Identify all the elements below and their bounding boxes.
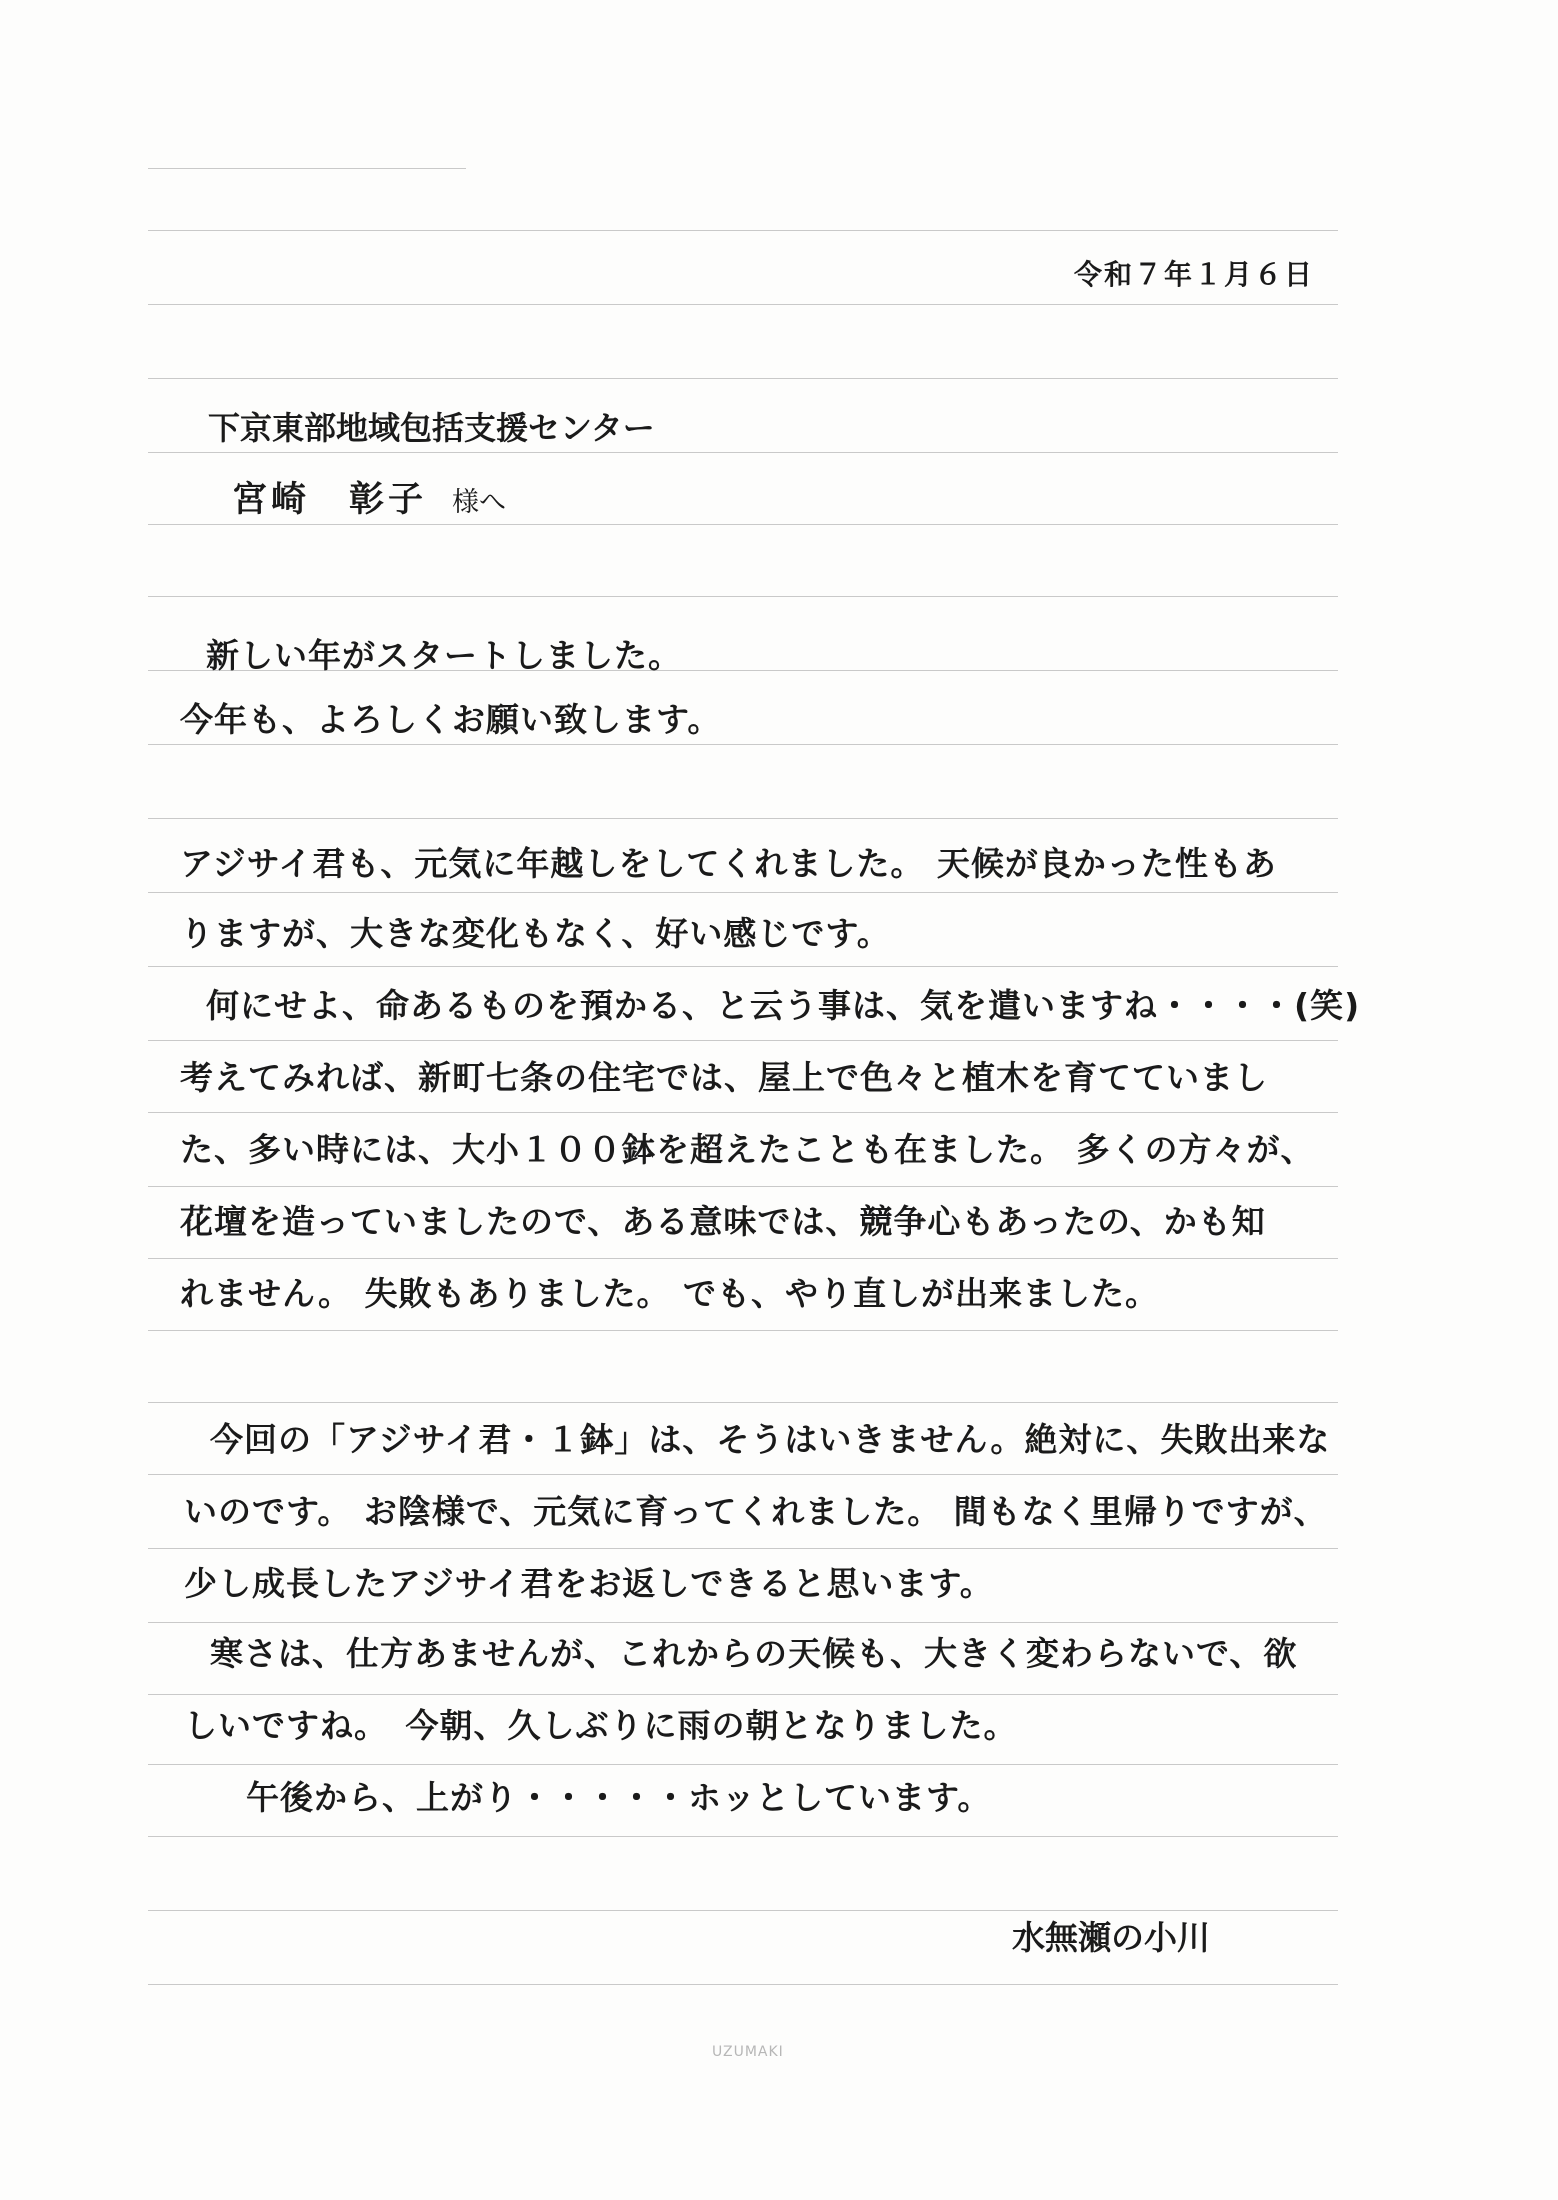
body-line: 考えてみれば、新町七条の住宅では、屋上で色々と植木を育てていまし bbox=[180, 1058, 1268, 1097]
ruled-line bbox=[148, 452, 1338, 453]
recipient-organization: 下京東部地域包括支援センター bbox=[208, 409, 655, 447]
ruled-line bbox=[148, 1694, 1338, 1695]
ruled-line bbox=[148, 1258, 1338, 1259]
body-line: 何にせよ、命あるものを預かる、と云う事は、気を遣いますね・・・・(笑) bbox=[206, 986, 1361, 1025]
ruled-line bbox=[148, 524, 1338, 525]
body-line: れません。 失敗もありました。 でも、やり直しが出来ました。 bbox=[180, 1274, 1159, 1313]
body-line: しいですね。 今朝、久しぶりに雨の朝となりました。 bbox=[184, 1706, 1018, 1745]
stationery-logo: UZUMAKI bbox=[712, 2044, 784, 2060]
ruled-line bbox=[148, 892, 1338, 893]
ruled-line bbox=[148, 1764, 1338, 1765]
body-line: 新しい年がスタートしました。 bbox=[206, 636, 682, 675]
letter-date: 令和７年１月６日 bbox=[1074, 258, 1315, 291]
ruled-line bbox=[148, 596, 1338, 597]
ruled-line bbox=[148, 1112, 1338, 1113]
letter-signature: 水無瀬の小川 bbox=[1012, 1918, 1210, 1957]
ruled-line bbox=[148, 168, 466, 169]
ruled-line bbox=[148, 1402, 1338, 1403]
ruled-line bbox=[148, 304, 1338, 305]
body-line: 花壇を造っていましたので、ある意味では、競争心もあったの、かも知 bbox=[180, 1202, 1266, 1241]
ruled-line bbox=[148, 966, 1338, 967]
ruled-line bbox=[148, 1622, 1338, 1623]
ruled-line bbox=[148, 1836, 1338, 1837]
ruled-line bbox=[148, 1186, 1338, 1187]
body-line: 少し成長したアジサイ君をお返しできると思います。 bbox=[184, 1564, 994, 1603]
body-line: 今回の「アジサイ君・１鉢」は、そうはいきません。絶対に、失敗出来な bbox=[210, 1420, 1331, 1459]
recipient-name: 宮崎 彰子 bbox=[232, 479, 428, 520]
ruled-line bbox=[148, 230, 1338, 231]
ruled-line bbox=[148, 1474, 1338, 1475]
ruled-line bbox=[148, 818, 1338, 819]
ruled-line bbox=[148, 378, 1338, 379]
body-line: りますが、大きな変化もなく、好い感じです。 bbox=[180, 914, 891, 953]
ruled-line bbox=[148, 744, 1338, 745]
body-line: 寒さは、仕方あませんが、これからの天候も、大きく変わらないで、欲 bbox=[210, 1634, 1298, 1673]
ruled-line bbox=[148, 1984, 1338, 1985]
ruled-line bbox=[148, 1330, 1338, 1331]
body-line: 午後から、上がり・・・・・ホッとしています。 bbox=[246, 1778, 992, 1817]
body-line: いのです。 お陰様で、元気に育ってくれました。 間もなく里帰りですが、 bbox=[184, 1492, 1328, 1531]
recipient-honorific: 様へ bbox=[452, 487, 506, 518]
body-line: アジサイ君も、元気に年越しをしてくれました。 天候が良かった性もあ bbox=[180, 844, 1277, 883]
body-line: た、多い時には、大小１００鉢を超えたことも在ました。 多くの方々が、 bbox=[180, 1130, 1315, 1169]
ruled-line bbox=[148, 1910, 1338, 1911]
body-line: 今年も、よろしくお願い致します。 bbox=[180, 700, 722, 739]
ruled-line bbox=[148, 1040, 1338, 1041]
ruled-line bbox=[148, 1548, 1338, 1549]
